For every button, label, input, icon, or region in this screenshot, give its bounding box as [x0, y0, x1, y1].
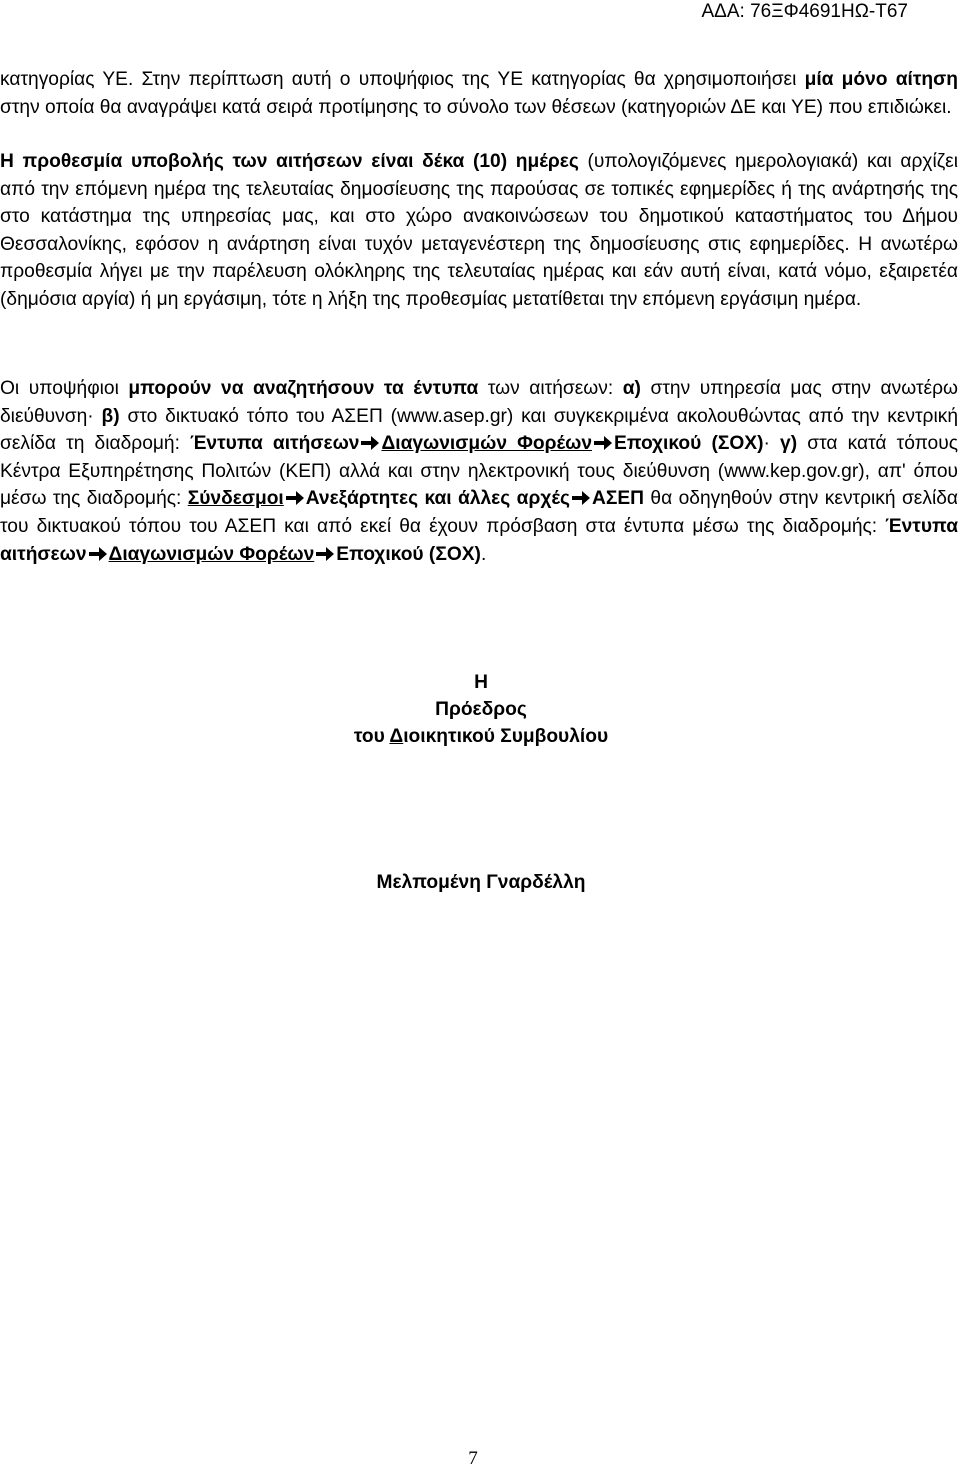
- path-links-link: Σύνδεσμοι: [187, 488, 284, 510]
- path-competitions-link-2: Διαγωνισμών Φορέων: [108, 543, 315, 565]
- text-segment: των αιτήσεων:: [478, 378, 623, 399]
- bold-deadline: Η προθεσμία υποβολής των αιτήσεων είναι δέκα (10) ημέρες: [0, 151, 579, 172]
- signature-block: [0, 669, 960, 750]
- path-competitions-link: Διαγωνισμών Φορέων: [381, 433, 593, 455]
- path-forms-link-2: Έντυπα αιτήσεων: [0, 515, 958, 565]
- bold-marker-a: α): [622, 378, 641, 399]
- path-authorities-link: Ανεξάρτητες και άλλες αρχές: [305, 488, 570, 510]
- text-segment: στην οποία θα αναγράψει κατά σειρά προτίμησης το σύνολο των θέσεων (κατηγοριών ΔΕ και ΥΕ) που επιδιώκει.: [0, 96, 952, 118]
- ada-code: ΑΔΑ: 76ΞΦ4691ΗΩ-Τ67: [701, 1, 908, 22]
- text-segment: θα οδηγηθούν στην κεντρική σελίδα του δικτυακού τόπου του ΑΣΕΠ και από εκεί θα έχουν πρόσβαση στα έντυπα μέσω της διαδρομής:: [0, 488, 958, 537]
- underlined-letter: Δ: [389, 726, 404, 747]
- text-segment: Οι υποψήφιοι: [0, 378, 129, 399]
- arrow-right-icon: [286, 490, 304, 506]
- bold-marker-b: β): [101, 405, 120, 427]
- bold-forms: μπορούν να αναζητήσουν τα έντυπα: [128, 378, 479, 399]
- text-segment: στο δικτυακό τόπο του ΑΣΕΠ (www.asep.gr) και συγκεκριμένα ακολουθώντας από την κεντρική σελίδα τη διαδρομή:: [0, 405, 959, 455]
- signature-article: Η: [474, 672, 488, 693]
- arrow-right-icon: [572, 490, 590, 506]
- signatory-name: Μελπομένη Γναρδέλλη: [376, 872, 586, 893]
- arrow-right-icon: [89, 546, 107, 562]
- text-segment: .: [480, 543, 487, 565]
- bold-single-application: μία μόνο αίτηση: [804, 69, 958, 90]
- arrow-right-icon: [361, 435, 379, 451]
- paragraph-application-note: [0, 66, 958, 121]
- text-segment: στην υπηρεσία μας στην ανωτέρω διεύθυνση·: [0, 378, 958, 427]
- page-number: 7: [468, 1448, 478, 1469]
- arrow-right-icon: [316, 546, 334, 562]
- path-forms-link: Έντυπα αιτήσεων: [190, 433, 360, 455]
- signature-title: Πρόεδρος: [435, 699, 527, 720]
- text-segment: ·: [763, 433, 781, 455]
- paragraph-forms: [0, 375, 958, 568]
- bold-marker-c: γ): [780, 433, 798, 455]
- text-segment: κατηγορίας ΥΕ. Στην περίπτωση αυτή ο υποψήφιος της ΥΕ κατηγορίας θα χρησιμοποιήσει: [0, 69, 805, 90]
- path-seasonal-link: Εποχικού (ΣΟΧ): [614, 433, 764, 455]
- signature-board: του Διοικητικού Συμβουλίου: [353, 726, 609, 747]
- path-seasonal-link-2: Εποχικού (ΣΟΧ): [336, 543, 481, 565]
- path-asep-link: ΑΣΕΠ: [592, 488, 645, 510]
- text-segment: (υπολογιζόμενες ημερολογιακά) και αρχίζει από την επόμενη ημέρα της τελευταίας δημοσίευσης της παρούσας σε τοπικές εφημερίδες ή της ανάρτησής της στο κατάστημα της υπηρεσίας μας, και στο χώρο ανακοινώσεων του δημοτικού καταστήματος του Δήμου Θεσσαλονίκης, εφόσον η ανάρτηση είναι τυχόν μεταγενέστερη της δημοσίευσης στις εφημερίδες. Η ανωτέρω προθεσμία λήγει με την παρέλευση ολόκληρης της τελευταίας ημέρας και εάν αυτή είναι, κατά νόμο, εξαιρετέα (δημόσια αργία) ή μη εργάσιμη, τότε η λήξη της προθεσμίας μετατίθεται την επόμενη εργάσιμη ημέρα.: [0, 151, 958, 310]
- paragraph-deadline: [0, 148, 958, 314]
- arrow-right-icon: [594, 435, 612, 451]
- text-segment: στα κατά τόπους Κέντρα Εξυπηρέτησης Πολιτών (ΚΕΠ) αλλά και στην ηλεκτρονική τους διεύθυνση (www.kep.gov.gr), απ' όπου μέσω της διαδρομής:: [0, 433, 958, 510]
